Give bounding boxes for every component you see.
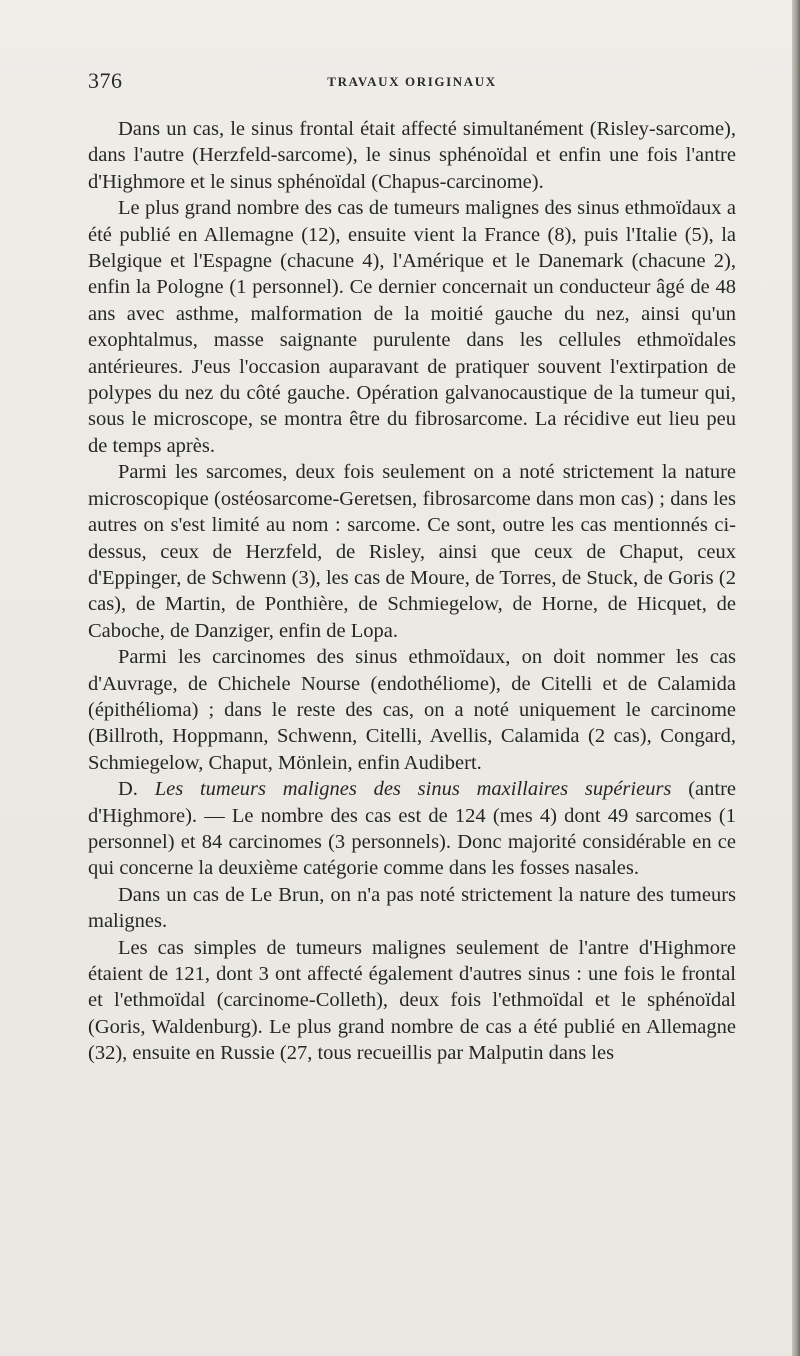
paragraph-text: Les cas simples de tumeurs malignes seulement de l'antre d'Highmore étaient de 121, dont 3 ont affecté également d'autres sinus : une fois le frontal et l'ethmoïdal (carcinome-Colleth), deux fois l'ethmoïdal et le sphénoïdal (Goris, Waldenburg). Le plus grand nombre de cas a été publié en Allemagne (32), ensuite en Russie (27, tous recueillis par Malputin dans les <box>88 936 736 1065</box>
page-edge <box>792 0 800 1356</box>
running-title: TRAVAUX ORIGINAUX <box>327 74 497 89</box>
paragraph <box>88 644 736 776</box>
section-letter: D. <box>118 778 155 801</box>
paragraph-text: Dans un cas de Le Brun, on n'a pas noté strictement la nature des tumeurs malignes. <box>88 883 736 933</box>
paragraph-text: Le plus grand nombre des cas de tumeurs malignes des sinus ethmoïdaux a été publié en Allemagne (12), ensuite vient la France (8), puis l'Italie (5), la Belgique et l'Espagne (chacune 4), l'Amérique et le Danemark (chacune 2), enfin la Pologne (1 personnel). Ce dernier concernait un conducteur âgé de 48 ans avec asthme, malformation de la moitié gauche du nez, ainsi qu'un exophtalmus, masse saignante purulente dans les cellules ethmoïdales antérieures. J'eus l'occasion auparavant de pratiquer souvent l'extirpation de polypes du nez du côté gauche. Opération galvanocaustique de la tumeur qui, sous le microscope, se montra être du fibrosarcome. La récidive eut lieu peu de temps après. <box>88 197 736 457</box>
page-number: 376 <box>88 68 123 93</box>
page-header <box>88 66 736 96</box>
paragraph-text: Dans un cas, le sinus frontal était affecté simultanément (Risley-sarcome), dans l'autre (Herzfeld-sarcome), le sinus sphénoïdal et enfin une fois l'antre d'Highmore et le sinus sphénoïdal (Chapus-carcinome). <box>88 118 736 193</box>
paragraph-text: Parmi les carcinomes des sinus ethmoïdaux, on doit nommer les cas d'Auvrage, de Chichele Nourse (endothéliome), de Citelli et de Calamida (épithélioma) ; dans le reste des cas, on a noté uniquement le carcinome (Billroth, Hoppmann, Schwenn, Citelli, Avellis, Calamida (2 cas), Congard, Schmiegelow, Chaput, Mönlein, enfin Audibert. <box>88 646 736 774</box>
paragraph <box>88 882 736 935</box>
paragraph <box>88 116 736 195</box>
paragraph-text: Parmi les sarcomes, deux fois seulement on a noté strictement la nature microscopique (ostéosarcome-Geretsen, fibrosarcome dans mon cas) ; dans les autres on s'est limité au nom : sarcome. Ce sont, outre les cas mentionnés ci-dessus, ceux de Herzfeld, de Risley, ainsi que ceux de Chaput, ceux d'Eppinger, de Schwenn (3), les cas de Moure, de Torres, de Stuck, de Goris (2 cas), de Martin, de Ponthière, de Schmiegelow, de Horne, de Hicquet, de Caboche, de Danziger, enfin de Lopa. <box>88 461 736 642</box>
paragraph <box>88 459 736 644</box>
section-paragraph <box>88 776 736 882</box>
paragraph <box>88 195 736 459</box>
paragraph <box>88 935 736 1067</box>
section-title: Les tumeurs malignes des sinus maxillaires supérieurs <box>154 778 672 801</box>
body-text <box>88 116 736 1067</box>
paragraph-text: (antre d'Highmore). — Le nombre des cas est de 124 (mes 4) dont 49 sarcomes (1 personnel) et 84 carcinomes (3 personnels). Donc majorité considérable en ce qui concerne la deuxième catégorie comme dans les fosses nasales. <box>88 778 736 880</box>
